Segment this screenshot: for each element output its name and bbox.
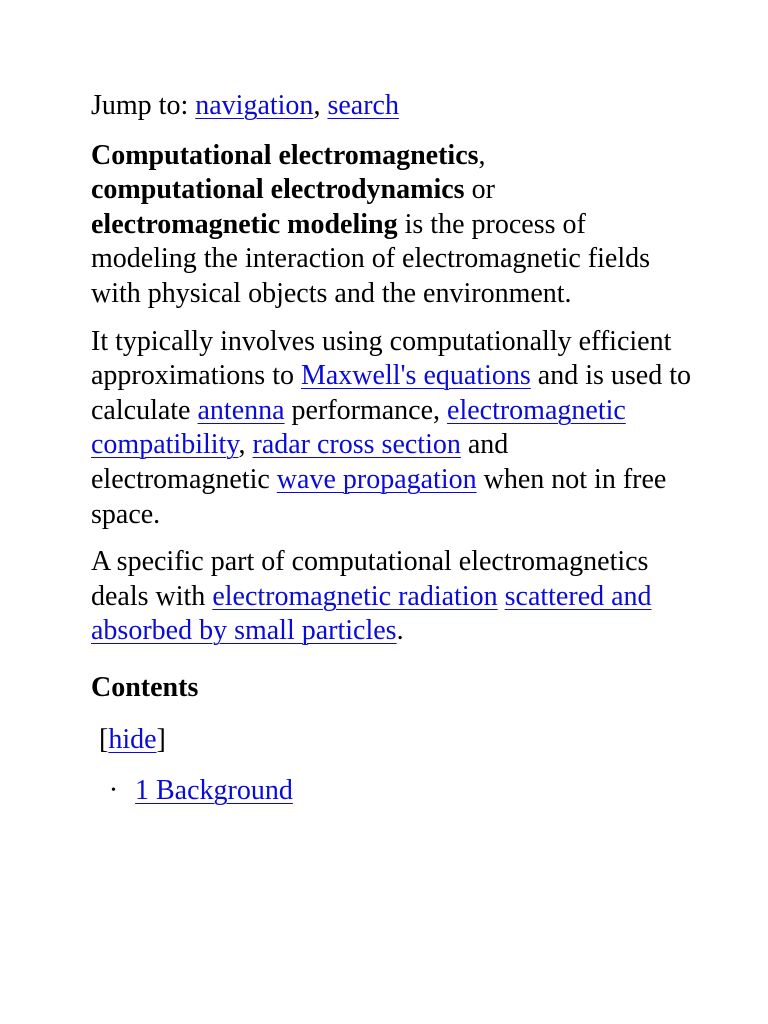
applications-text-2: and is used to calculate [91, 360, 691, 426]
term-computational-electromagnetics: Computational electromagnetics [91, 139, 479, 171]
toc-item-background-link[interactable]: 1 Background [135, 775, 293, 807]
term-electromagnetic-modeling: electromagnetic modeling [91, 208, 398, 240]
radar-cross-section-link[interactable]: radar cross section [252, 429, 461, 461]
hide-toc-link[interactable]: hide [108, 723, 157, 755]
wave-propagation-link[interactable]: wave propagation [276, 463, 477, 495]
term-computational-electrodynamics: computational electrodynamics [91, 174, 465, 206]
scattering-text-3: . [396, 615, 404, 647]
electromagnetic-radiation-link[interactable]: electromagnetic radiation [212, 580, 498, 612]
jump-to-label: Jump to: [91, 90, 196, 121]
toc-item [111, 774, 691, 809]
contents-heading: Contents [91, 671, 199, 703]
scattering-text-1: A specific part of computational electromagnetics deals with [91, 546, 649, 612]
bullet-icon: • [111, 783, 116, 799]
search-link[interactable]: search [327, 90, 399, 121]
applications-text-5: and electromagnetic [91, 429, 509, 495]
electromagnetic-compatibility-link[interactable]: electromagnetic compatibility [91, 394, 626, 461]
toc-toggle-open-bracket: [ [99, 723, 109, 755]
antenna-link[interactable]: antenna [197, 394, 285, 426]
toc-toggle-close-bracket: ] [156, 723, 166, 755]
jump-to-line [91, 89, 691, 124]
scattering-text-2 [498, 581, 505, 612]
intro-comma: , [478, 139, 486, 171]
navigation-link[interactable]: navigation [195, 90, 314, 121]
scattered-absorbed-link[interactable]: scattered and absorbed by small particles [91, 580, 652, 647]
maxwells-equations-link[interactable]: Maxwell's equations [300, 360, 531, 392]
intro-paragraph [91, 139, 691, 312]
scattering-paragraph [91, 545, 691, 649]
toc-list [91, 774, 691, 809]
intro-or: or [464, 174, 495, 206]
applications-text-6: when not in free space. [91, 463, 667, 530]
jump-separator: , [313, 90, 328, 121]
applications-text-4: , [238, 429, 253, 461]
applications-text-3: performance, [284, 394, 448, 426]
applications-paragraph [91, 325, 691, 533]
toc-toggle [99, 723, 691, 758]
intro-rest: is the process of modeling the interaction of electromagnetic fields with physical objects and the environment. [91, 208, 651, 309]
applications-text-1: It typically involves using computationally efficient approximations to [91, 325, 672, 392]
